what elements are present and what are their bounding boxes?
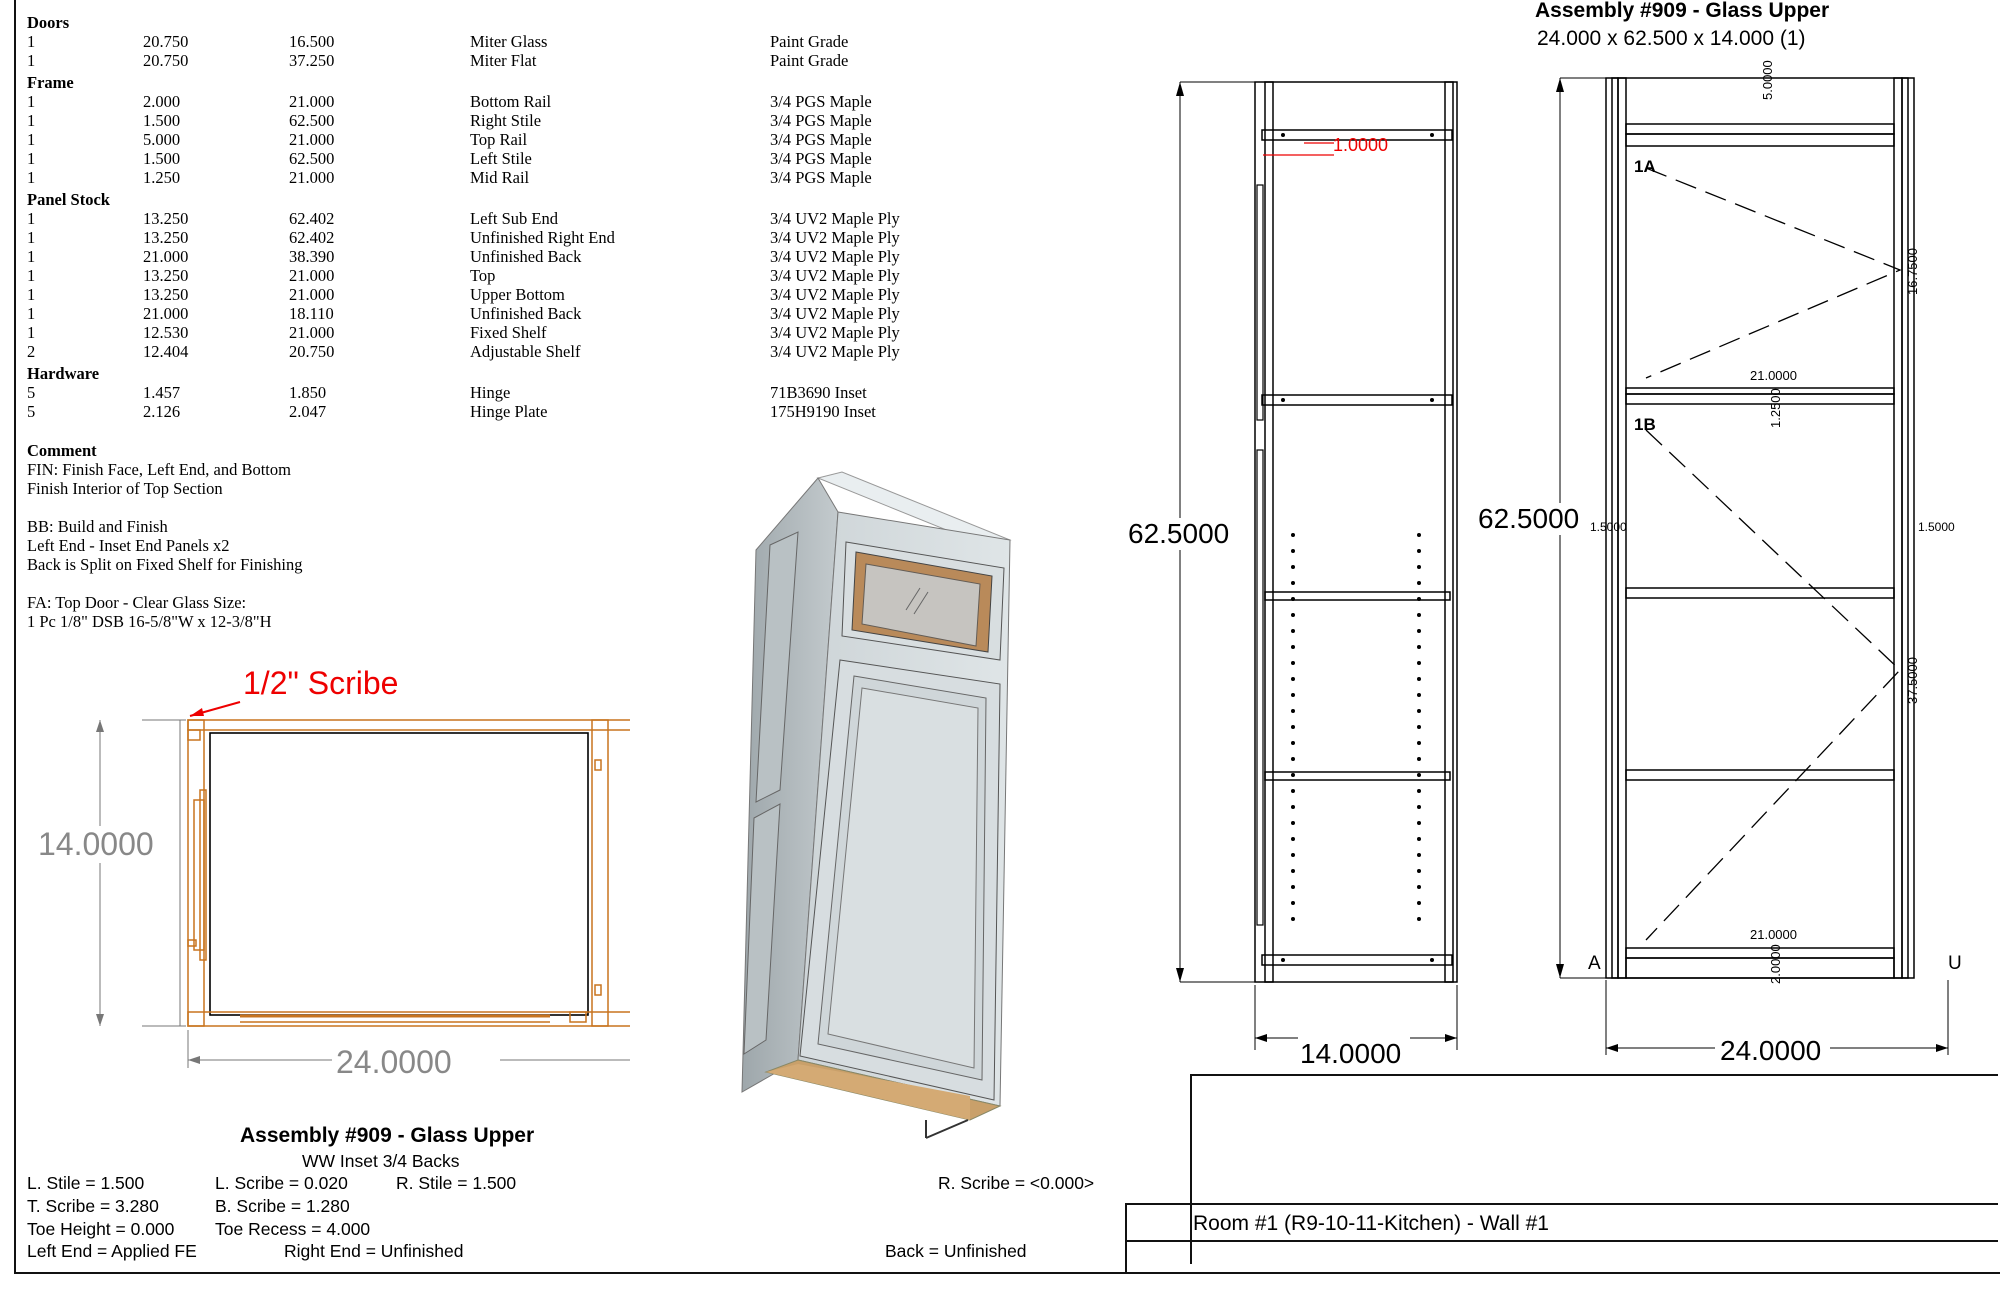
shelf-pin-hole <box>1417 645 1421 649</box>
part-name: Left Stile <box>470 149 532 168</box>
room-wall-label: Room #1 (R9-10-11-Kitchen) - Wall #1 <box>1193 1212 1549 1235</box>
part-row <box>27 32 1107 51</box>
assembly-subtitle: WW Inset 3/4 Backs <box>302 1151 460 1171</box>
comment-title: Comment <box>27 441 97 460</box>
part-height: 37.250 <box>289 51 335 70</box>
part-height: 2.047 <box>289 402 327 421</box>
shelf-pin-hole <box>1417 693 1421 697</box>
part-name: Hinge Plate <box>470 402 548 421</box>
part-name: Unfinished Right End <box>470 228 615 247</box>
shelf-pin-hole <box>1291 805 1295 809</box>
part-qty: 1 <box>27 92 36 111</box>
side-height-dimension: 62.5000 <box>1128 518 1230 549</box>
cabinet-3d-render <box>670 460 1110 1140</box>
shelf-pin-hole <box>1291 789 1295 793</box>
part-material: 3/4 PGS Maple <box>770 111 872 130</box>
left-end-info: Left End = Applied FE <box>27 1241 197 1261</box>
front-elevation-subtitle: 24.000 x 62.500 x 14.000 (1) <box>1537 27 1806 50</box>
front-height-dimension: 62.5000 <box>1478 503 1580 534</box>
part-name: Mid Rail <box>470 168 530 187</box>
top-rail-dimension: 5.0000 <box>1760 60 1775 100</box>
part-row <box>27 111 1107 130</box>
parts-list <box>27 10 1107 421</box>
part-qty: 1 <box>27 130 36 149</box>
shelf-pin-hole <box>1417 677 1421 681</box>
part-height: 21.000 <box>289 323 335 342</box>
shelf-pin-hole <box>1291 581 1295 585</box>
part-height: 21.000 <box>289 266 335 285</box>
title-block-divider <box>1190 1074 1192 1264</box>
side-depth-dimension: 14.0000 <box>1300 1038 1402 1069</box>
bottom-rail-width-dimension: 21.0000 <box>1750 927 1797 942</box>
shelf-pin-hole <box>1291 661 1295 665</box>
part-width: 1.250 <box>143 168 181 187</box>
shelf-pin-hole <box>1291 917 1295 921</box>
scribe-label: 1/2" Scribe <box>243 665 399 701</box>
shelf-pin-hole <box>1291 901 1295 905</box>
part-width: 1.457 <box>143 383 181 402</box>
shelf-pin-hole <box>1417 885 1421 889</box>
part-material: 3/4 UV2 Maple Ply <box>770 266 900 285</box>
part-name: Right Stile <box>470 111 542 130</box>
toe-height-info: Toe Height = 0.000 <box>27 1219 175 1239</box>
part-material: 175H9190 Inset <box>770 402 876 421</box>
bottom-rail-dimension: 2.0000 <box>1768 944 1783 984</box>
shelf-pin-hole <box>1417 549 1421 553</box>
part-name: Fixed Shelf <box>470 323 547 342</box>
part-material: 3/4 PGS Maple <box>770 130 872 149</box>
r-stile-info: R. Stile = 1.500 <box>396 1173 517 1193</box>
part-row <box>27 168 1107 187</box>
part-row <box>27 247 1107 266</box>
front-elevation-title: Assembly #909 - Glass Upper <box>1535 0 1830 22</box>
part-width: 20.750 <box>143 51 189 70</box>
shelf-pin-hole <box>1291 693 1295 697</box>
shelf-pin-hole <box>1291 533 1295 537</box>
side-red-dimension: 1.0000 <box>1333 135 1389 155</box>
comment-line: BB: Build and Finish <box>27 517 168 536</box>
part-width: 21.000 <box>143 247 189 266</box>
shelf-pin-hole <box>1291 565 1295 569</box>
part-name: Miter Flat <box>470 51 537 70</box>
part-height: 62.402 <box>289 209 335 228</box>
part-name: Unfinished Back <box>470 247 582 266</box>
part-height: 18.110 <box>289 304 334 323</box>
part-qty: 1 <box>27 209 36 228</box>
shelf-pin-hole <box>1291 709 1295 713</box>
part-height: 21.000 <box>289 168 335 187</box>
part-material: Paint Grade <box>770 32 849 51</box>
part-height: 21.000 <box>289 92 335 111</box>
part-width: 13.250 <box>143 266 189 285</box>
shelf-pin-hole <box>1417 581 1421 585</box>
shelf-pin-hole <box>1417 709 1421 713</box>
l-scribe-info: L. Scribe = 0.020 <box>215 1173 348 1193</box>
part-qty: 1 <box>27 32 36 51</box>
title-block-row-line-2 <box>1125 1240 1998 1242</box>
shelf-pin-hole <box>1417 613 1421 617</box>
shelf-pin-hole <box>1417 533 1421 537</box>
part-name: Adjustable Shelf <box>470 342 581 361</box>
toe-recess-info: Toe Recess = 4.000 <box>215 1219 371 1239</box>
assembly-title: Assembly #909 - Glass Upper <box>240 1124 535 1147</box>
part-qty: 1 <box>27 228 36 247</box>
shelf-pin-hole <box>1291 549 1295 553</box>
part-row <box>27 51 1107 70</box>
back-info: Back = Unfinished <box>885 1241 1027 1261</box>
shelf-pin-hole <box>1417 821 1421 825</box>
part-width: 1.500 <box>143 111 181 130</box>
b-scribe-info: B. Scribe = 1.280 <box>215 1196 350 1216</box>
part-row <box>27 323 1107 342</box>
title-block-top-line <box>1190 1074 1998 1076</box>
part-name: Top Rail <box>470 130 528 149</box>
part-row <box>27 342 1107 361</box>
right-end-info: Right End = Unfinished <box>284 1241 464 1261</box>
part-row <box>27 92 1107 111</box>
part-material: 3/4 UV2 Maple Ply <box>770 209 900 228</box>
part-name: Hinge <box>470 383 511 402</box>
section-title: Doors <box>27 13 70 32</box>
part-height: 38.390 <box>289 247 335 266</box>
shelf-pin-hole <box>1417 741 1421 745</box>
shelf-pin-hole <box>1291 613 1295 617</box>
opening-1b-label: 1B <box>1634 415 1656 434</box>
shelf-pin-hole <box>1417 837 1421 841</box>
shelf-pin-hole <box>1417 725 1421 729</box>
comment-line: Back is Split on Fixed Shelf for Finishing <box>27 555 303 574</box>
part-row <box>27 149 1107 168</box>
section-title: Panel Stock <box>27 190 110 209</box>
part-qty: 5 <box>27 383 36 402</box>
shelf-pin-hole <box>1291 885 1295 889</box>
part-row <box>27 266 1107 285</box>
part-name: Top <box>470 266 496 285</box>
part-row <box>27 228 1107 247</box>
shelf-pin-hole <box>1291 869 1295 873</box>
shelf-pin-hole <box>1291 837 1295 841</box>
part-height: 21.000 <box>289 130 335 149</box>
part-material: Paint Grade <box>770 51 849 70</box>
shelf-pin-hole <box>1417 773 1421 777</box>
title-block-bottom-line <box>1125 1272 1998 1274</box>
corner-label-right: U <box>1948 953 1962 974</box>
part-height: 16.500 <box>289 32 335 51</box>
part-name: Bottom Rail <box>470 92 552 111</box>
comment-line <box>27 498 527 517</box>
part-width: 12.530 <box>143 323 189 342</box>
part-name: Upper Bottom <box>470 285 565 304</box>
shelf-pin-hole <box>1417 853 1421 857</box>
plan-width-dimension: 24.0000 <box>336 1044 452 1080</box>
part-material: 71B3690 Inset <box>770 383 867 402</box>
part-material: 3/4 UV2 Maple Ply <box>770 342 900 361</box>
part-height: 62.402 <box>289 228 335 247</box>
shelf-pin-hole <box>1417 805 1421 809</box>
part-row <box>27 304 1107 323</box>
part-name: Unfinished Back <box>470 304 582 323</box>
opening-1a-height-dimension: 16.7500 <box>1905 248 1920 295</box>
part-width: 2.000 <box>143 92 181 111</box>
shelf-pin-hole <box>1291 821 1295 825</box>
part-qty: 2 <box>27 342 36 361</box>
side-elevation-drawing <box>1120 70 1480 1060</box>
part-row <box>27 130 1107 149</box>
section-title: Frame <box>27 73 74 92</box>
shelf-pin-hole <box>1291 677 1295 681</box>
part-qty: 1 <box>27 304 36 323</box>
part-row <box>27 285 1107 304</box>
part-width: 12.404 <box>143 342 189 361</box>
part-material: 3/4 UV2 Maple Ply <box>770 285 900 304</box>
part-qty: 1 <box>27 266 36 285</box>
shelf-pin-hole <box>1417 789 1421 793</box>
part-width: 13.250 <box>143 285 189 304</box>
comment-line: Finish Interior of Top Section <box>27 479 223 498</box>
shelf-pin-hole <box>1291 725 1295 729</box>
part-width: 21.000 <box>143 304 189 323</box>
mid-rail-dimension: 1.2500 <box>1768 388 1783 428</box>
section-title: Hardware <box>27 364 100 383</box>
corner-label-left: A <box>1588 953 1601 974</box>
part-width: 13.250 <box>143 209 189 228</box>
title-block-row-line <box>1125 1203 1998 1205</box>
part-height: 1.850 <box>289 383 327 402</box>
part-height: 20.750 <box>289 342 335 361</box>
plan-view-drawing <box>30 660 630 1090</box>
shelf-pin-hole <box>1291 629 1295 633</box>
part-qty: 1 <box>27 51 36 70</box>
right-stile-dimension: 1.5000 <box>1918 520 1955 534</box>
part-material: 3/4 UV2 Maple Ply <box>770 247 900 266</box>
part-qty: 1 <box>27 149 36 168</box>
part-qty: 1 <box>27 323 36 342</box>
title-block-left-edge <box>1125 1203 1127 1273</box>
part-row <box>27 383 1107 402</box>
part-material: 3/4 UV2 Maple Ply <box>770 228 900 247</box>
comment-line: 1 Pc 1/8" DSB 16-5/8"W x 12-3/8"H <box>27 612 272 631</box>
part-qty: 1 <box>27 247 36 266</box>
front-elevation-drawing <box>1480 70 2000 1070</box>
part-material: 3/4 PGS Maple <box>770 92 872 111</box>
shelf-pin-hole <box>1417 629 1421 633</box>
plan-depth-dimension: 14.0000 <box>38 826 154 862</box>
part-name: Miter Glass <box>470 32 548 51</box>
t-scribe-info: T. Scribe = 3.280 <box>27 1196 159 1216</box>
shelf-pin-hole <box>1291 597 1295 601</box>
part-qty: 5 <box>27 402 36 421</box>
shelf-pin-hole <box>1291 757 1295 761</box>
shelf-pin-hole <box>1417 565 1421 569</box>
part-material: 3/4 UV2 Maple Ply <box>770 323 900 342</box>
comment-line: FIN: Finish Face, Left End, and Bottom <box>27 460 291 479</box>
r-scribe-info: R. Scribe = <0.000> <box>938 1173 1095 1193</box>
comment-line: Left End - Inset End Panels x2 <box>27 536 230 555</box>
mid-rail-width-dimension: 21.0000 <box>1750 368 1797 383</box>
opening-1b-height-dimension: 37.5000 <box>1905 657 1920 704</box>
shelf-pin-hole <box>1417 597 1421 601</box>
comment-line <box>27 574 527 593</box>
part-material: 3/4 PGS Maple <box>770 149 872 168</box>
opening-1a-label: 1A <box>1634 157 1656 176</box>
part-width: 2.126 <box>143 402 181 421</box>
part-height: 62.500 <box>289 111 335 130</box>
part-height: 21.000 <box>289 285 335 304</box>
part-name: Left Sub End <box>470 209 558 228</box>
l-stile-info: L. Stile = 1.500 <box>27 1173 145 1193</box>
part-width: 1.500 <box>143 149 181 168</box>
shelf-pin-hole <box>1291 741 1295 745</box>
shelf-pin-hole <box>1291 853 1295 857</box>
part-height: 62.500 <box>289 149 335 168</box>
shelf-pin-hole <box>1291 773 1295 777</box>
left-stile-dimension: 1.5000 <box>1590 520 1627 534</box>
shelf-pin-hole <box>1417 901 1421 905</box>
part-qty: 1 <box>27 285 36 304</box>
shelf-pin-hole <box>1417 661 1421 665</box>
part-row <box>27 209 1107 228</box>
part-width: 13.250 <box>143 228 189 247</box>
comment-block <box>27 438 527 631</box>
part-row <box>27 402 1107 421</box>
shelf-pin-hole <box>1417 917 1421 921</box>
comment-line: FA: Top Door - Clear Glass Size: <box>27 593 247 612</box>
part-width: 5.000 <box>143 130 181 149</box>
part-material: 3/4 UV2 Maple Ply <box>770 304 900 323</box>
front-width-dimension: 24.0000 <box>1720 1035 1822 1066</box>
shelf-pin-hole <box>1417 869 1421 873</box>
part-material: 3/4 PGS Maple <box>770 168 872 187</box>
part-width: 20.750 <box>143 32 189 51</box>
shelf-pin-hole <box>1417 757 1421 761</box>
part-qty: 1 <box>27 111 36 130</box>
part-qty: 1 <box>27 168 36 187</box>
shelf-pin-hole <box>1291 645 1295 649</box>
